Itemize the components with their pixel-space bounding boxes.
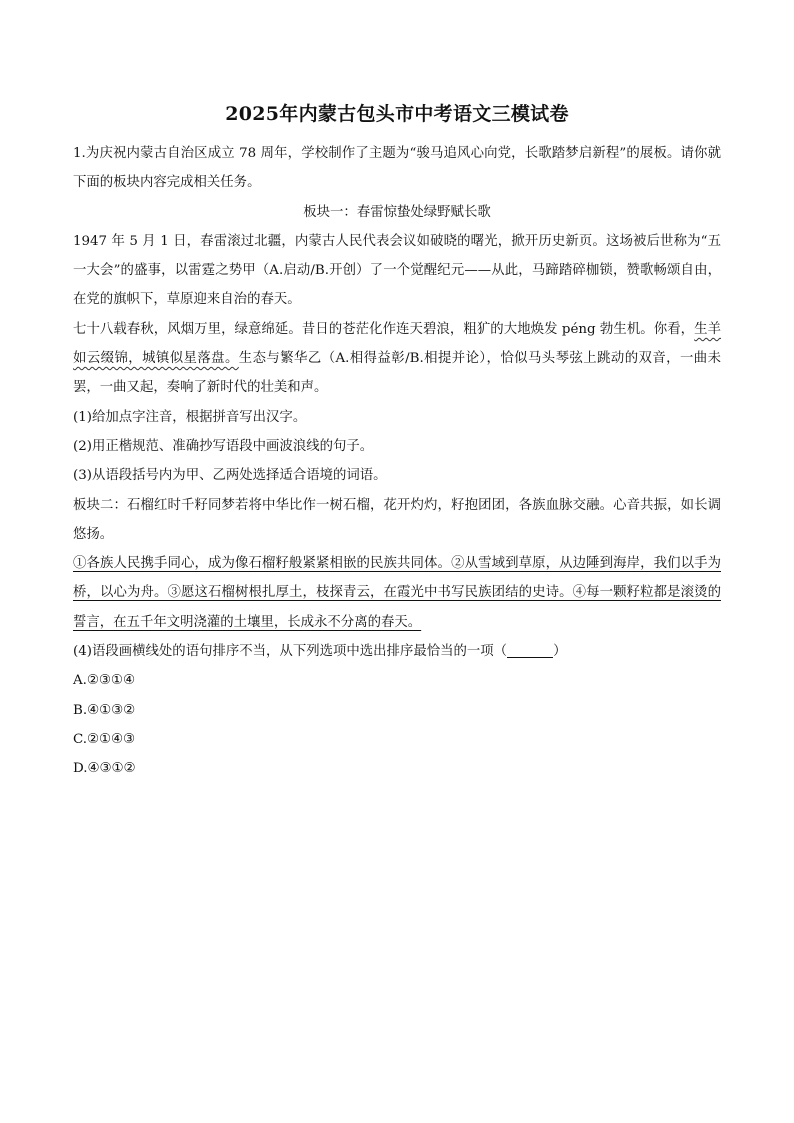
option-c: C.②①④③ xyxy=(73,731,136,747)
underlined-passage xyxy=(73,549,721,637)
task-4 xyxy=(73,637,721,666)
question-1-intro: 1.为庆祝内蒙古自治区成立 78 周年，学校制作了主题为“骏马追风心向党，长歌踏梦启新程”的展板。请你就下面的板块内容完成相关任务。 xyxy=(73,146,721,191)
task-2: (2)用正楷规范、准确抄写语段中画波浪线的句子。 xyxy=(73,438,374,454)
page-content xyxy=(73,100,721,784)
exam-title: 2025年内蒙古包头市中考语文三模试卷 xyxy=(225,103,569,125)
section-2-intro: 板块二：石榴红时千籽同梦若将中华比作一树石榴，花开灼灼，籽抱团团，各族血脉交融。心音共振，如长调悠扬。 xyxy=(73,497,721,542)
passage-paragraph-1: 1947 年 5 月 1 日，春雷滚过北疆，内蒙古人民代表会议如破晓的曙光，掀开历史新页。这场被后世称为“五一大会”的盛事，以雷霆之势甲（A.启动/B.开创）了一个觉醒纪元——从此，马蹄踏碎枷锁，赞歌畅颂自由，在党的旗帜下，草原迎来自治的春天。 xyxy=(73,233,721,308)
option-b: B.④①③② xyxy=(73,702,136,718)
passage-paragraph-2 xyxy=(73,315,721,403)
option-a: A.②③①④ xyxy=(73,673,135,689)
task-4-text: (4)语段画横线处的语句排序不当，从下列选项中选出排序最恰当的一项（ xyxy=(73,644,508,660)
paragraph-2-text-start: 七十八载春秋，风烟万里，绿意绵延。昔日的苍茫化作连天碧浪，粗犷的大地焕发 péng 勃生机。你看， xyxy=(73,321,695,337)
task-3: (3)从语段括号内为甲、乙两处选择适合语境的词语。 xyxy=(73,468,387,484)
section-1-title: 板块一：春雷惊蛰处绿野赋长歌 xyxy=(303,204,491,220)
task-4-close-paren: ） xyxy=(553,644,567,660)
answer-blank[interactable] xyxy=(507,643,553,658)
option-d: D.④③①② xyxy=(73,761,136,777)
paragraph-2-text-end: 生态与繁华乙（A.相得益彰/B.相提并论），恰似马头琴弦上跳动的双音，一曲未罢，一曲又起，奏响了新时代的壮美和声。 xyxy=(73,351,721,396)
underlined-sentences: ①各族人民携手同心，成为像石榴籽般紧紧相嵌的民族共同体。②从雪域到草原，从边陲到海岸，我们以手为桥，以心为舟。③愿这石榴树根扎厚土，枝探青云，在霞光中书写民族团结的史诗。④每一颗籽粒都是滚烫的誓言，在五千年文明浇灌的土壤里，长成永不分离的春天。 xyxy=(73,556,721,630)
wavy-underlined-sentence: 生羊如云缀锦，城镇似星落盘。 xyxy=(73,321,722,367)
task-1: (1)给加点字注音，根据拼音写出汉字。 xyxy=(73,409,307,425)
